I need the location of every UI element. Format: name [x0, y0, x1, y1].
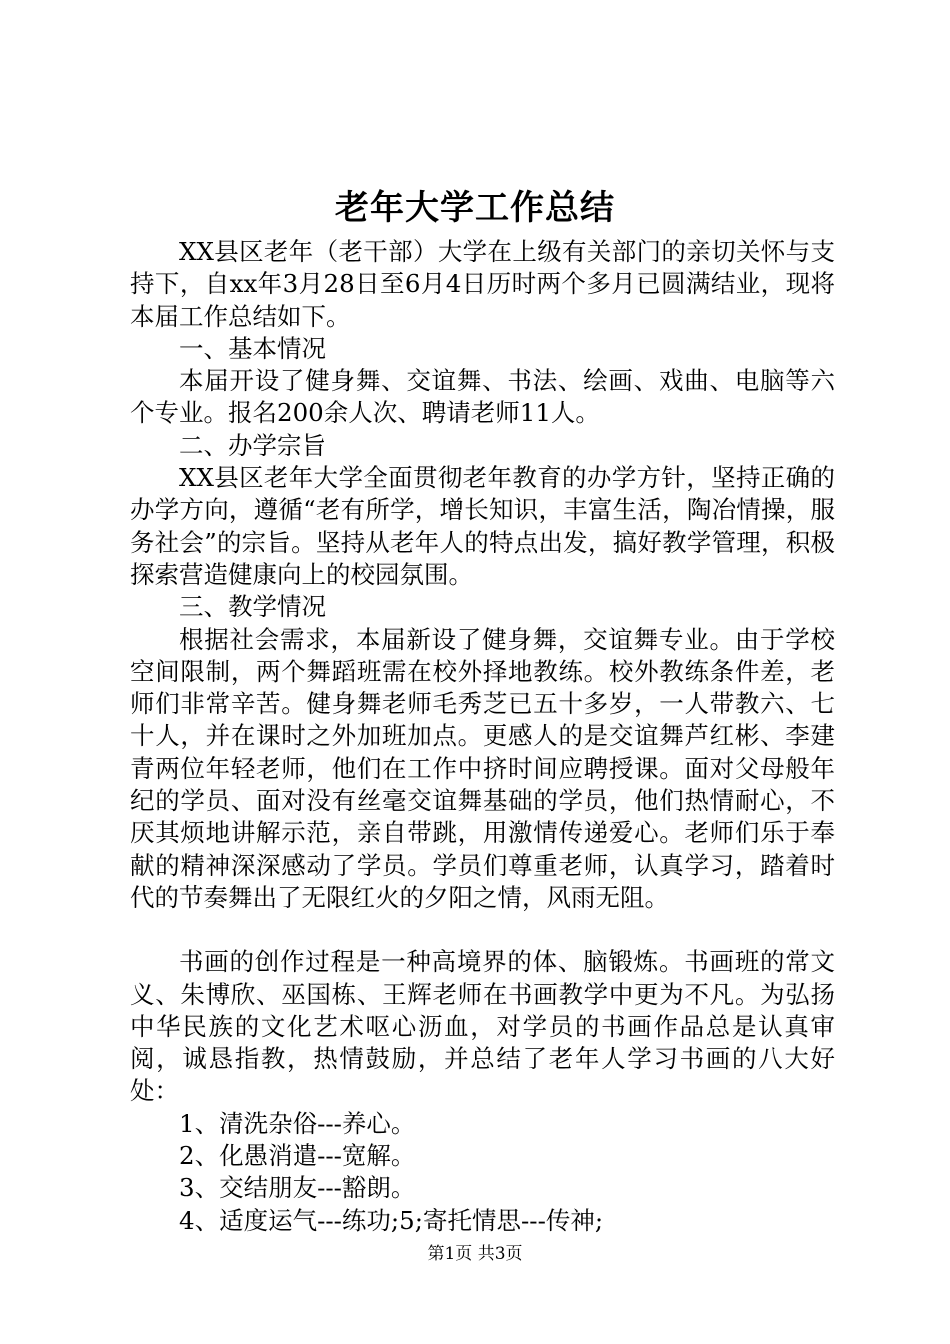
list-item: 3、交结朋友---豁朗。	[179, 1173, 416, 1203]
paragraph-spacer	[130, 914, 835, 946]
section-heading-teaching: 三、教学情况	[179, 592, 326, 622]
section-heading-basic: 一、基本情况	[179, 333, 326, 363]
section-paragraph-teaching: 根据社会需求，本届新设了健身舞，交谊舞专业。由于学校空间限制，两个舞蹈班需在校外择地教练。校外教练条件差，老师们非常辛苦。健身舞老师毛秀芝已五十多岁，一人带教六、七十人，并在课时之外加班加点。更感人的是交谊舞芦红彬、李建青两位年轻老师，他们在工作中挤时间应聘授课。面对父母般年纪的学员、面对没有丝毫交谊舞基础的学员，他们热情耐心，不厌其烦地讲解示范，亲自带跳，用激情传递爱心。老师们乐于奉献的精神深深感动了学员。学员们尊重老师，认真学习，踏着时代的节奏舞出了无限红火的夕阳之情，风雨无阻。	[130, 624, 835, 912]
document-body	[130, 236, 835, 1237]
section-heading-purpose: 二、办学宗旨	[179, 430, 326, 460]
intro-paragraph: XX县区老年（老干部）大学在上级有关部门的亲切关怀与支持下，自xx年3月28日至6月4日历时两个多月已圆满结业，现将本届工作总结如下。	[130, 237, 835, 331]
list-item: 4、适度运气---练功;5;寄托情思---传神;	[179, 1205, 604, 1235]
section-paragraph-purpose: XX县区老年大学全面贯彻老年教育的办学方针，坚持正确的办学方向，遵循“老有所学，增长知识，丰富生活，陶冶情操，服务社会”的宗旨。坚持从老年人的特点出发，搞好教学管理，积极探索营造健康向上的校园氛围。	[130, 463, 835, 589]
list-item: 2、化愚消遣---宽解。	[179, 1141, 416, 1171]
list-item: 1、清洗杂俗---养心。	[179, 1108, 416, 1138]
calligraphy-paragraph: 书画的创作过程是一种高境界的体、脑锻炼。书画班的常文义、朱博欣、巫国栋、王辉老师在书画教学中更为不凡。为弘扬中华民族的文化艺术呕心沥血，对学员的书画作品总是认真审阅，诚恳指教，热情鼓励，并总结了老年人学习书画的八大好处：	[130, 947, 835, 1106]
page-footer: 第1页 共3页	[427, 1244, 523, 1264]
section-paragraph-basic: 本届开设了健身舞、交谊舞、书法、绘画、戏曲、电脑等六个专业。报名200余人次、聘请老师11人。	[130, 366, 835, 428]
document-title: 老年大学工作总结	[335, 188, 615, 228]
